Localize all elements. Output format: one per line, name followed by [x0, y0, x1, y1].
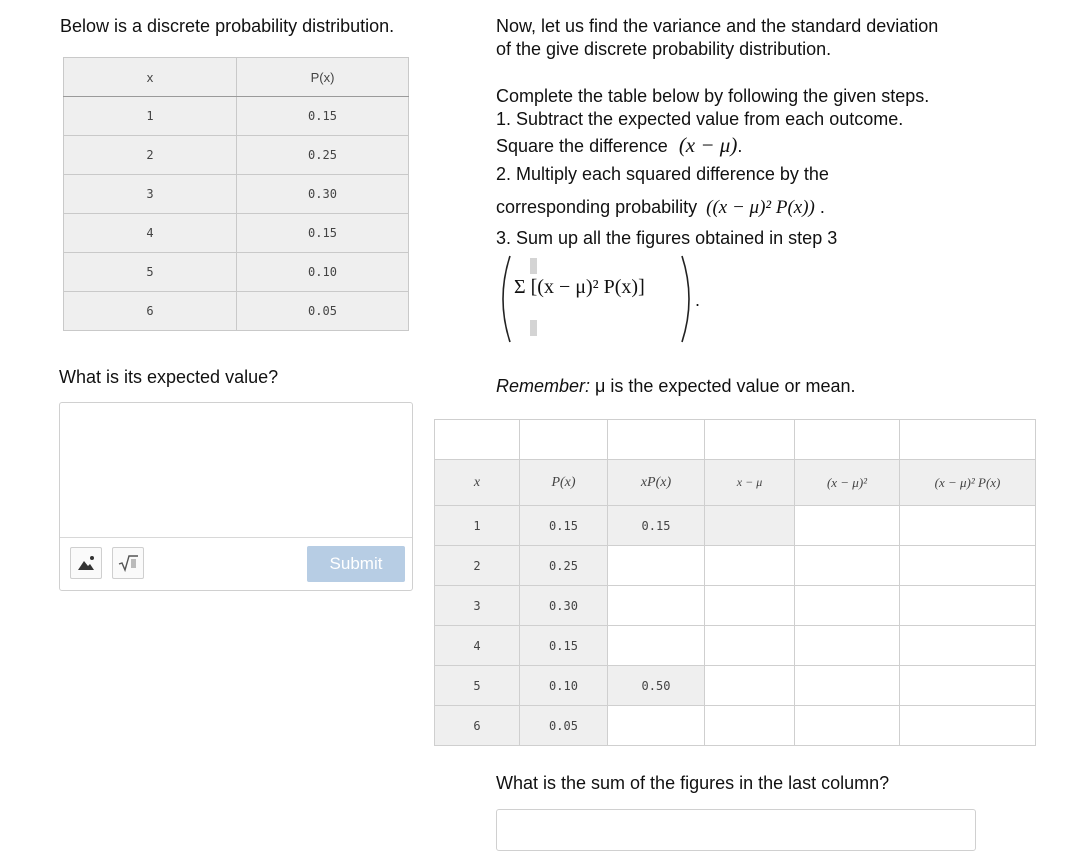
cell-x: 4	[435, 626, 520, 666]
remember-label: Remember:	[496, 376, 591, 396]
input-x-minus-mu[interactable]	[705, 626, 795, 666]
cell-x: 5	[435, 666, 520, 706]
distribution-intro: Below is a discrete probability distribution.	[60, 16, 395, 36]
input-weighted-squared-diff[interactable]	[900, 546, 1036, 586]
input-xpx[interactable]	[608, 586, 705, 626]
input-weighted-squared-diff[interactable]	[900, 506, 1036, 546]
header-px: P(x)	[520, 460, 608, 506]
input-squared-diff[interactable]	[795, 506, 900, 546]
blank-cell	[435, 420, 520, 460]
cell-px: 0.10	[520, 666, 608, 706]
cell-px: 0.10	[237, 253, 409, 292]
expected-value-input[interactable]	[60, 403, 412, 538]
cell-px: 0.15	[237, 214, 409, 253]
blank-cell	[705, 420, 795, 460]
table-header-row	[64, 58, 409, 97]
input-weighted-squared-diff[interactable]	[900, 586, 1036, 626]
header-x: x	[435, 460, 520, 506]
remember-text: μ is the expected value or mean.	[590, 376, 856, 396]
cell-x: 5	[64, 253, 237, 292]
cell-px: 0.15	[520, 626, 608, 666]
variance-intro-line1: Now, let us find the variance and the standard deviation	[496, 16, 939, 36]
cell-px: 0.30	[237, 175, 409, 214]
sum-parentheses-icon	[500, 254, 700, 344]
input-weighted-squared-diff[interactable]	[900, 666, 1036, 706]
input-xpx[interactable]	[608, 706, 705, 746]
header-weighted-squared-diff: (x − μ)² P(x)	[900, 460, 1036, 506]
table-row	[435, 666, 1036, 706]
step-1-square-label: Square the difference	[496, 136, 668, 156]
input-squared-diff[interactable]	[795, 546, 900, 586]
step-2-text: 2. Multiply each squared difference by the	[496, 164, 829, 184]
sqrt-icon	[113, 548, 143, 578]
table-row	[64, 97, 409, 136]
distribution-table	[63, 57, 409, 331]
variance-worksheet-table	[434, 419, 1036, 746]
blank-cell	[520, 420, 608, 460]
blank-cell	[900, 420, 1036, 460]
remember-note	[496, 375, 856, 398]
cell-x: 6	[64, 292, 237, 331]
input-x-minus-mu[interactable]	[705, 586, 795, 626]
table-row	[64, 253, 409, 292]
table-header-row	[435, 460, 1036, 506]
table-row	[64, 214, 409, 253]
insert-math-button[interactable]	[112, 547, 144, 579]
cell-x: 3	[64, 175, 237, 214]
cell-x: 3	[435, 586, 520, 626]
blank-cell	[795, 420, 900, 460]
cell-px: 0.30	[520, 586, 608, 626]
cell-px: 0.05	[237, 292, 409, 331]
table-row	[64, 175, 409, 214]
cell-x: 1	[64, 97, 237, 136]
input-squared-diff[interactable]	[795, 626, 900, 666]
input-squared-diff[interactable]	[795, 706, 900, 746]
input-weighted-squared-diff[interactable]	[900, 626, 1036, 666]
cell-px: 0.05	[520, 706, 608, 746]
cell-px: 0.15	[237, 97, 409, 136]
table-row	[435, 586, 1036, 626]
step-1-formula: (x − μ)	[678, 133, 738, 157]
cell-px: 0.15	[520, 506, 608, 546]
header-px: P(x)	[237, 58, 409, 97]
sum-formula-period: .	[695, 290, 701, 310]
step-1-text: 1. Subtract the expected value from each outcome.	[496, 109, 904, 129]
table-row	[435, 706, 1036, 746]
input-squared-diff[interactable]	[795, 586, 900, 626]
cell-x-minus-mu	[705, 506, 795, 546]
table-blank-row	[435, 420, 1036, 460]
variance-intro-line2: of the give discrete probability distribution.	[496, 39, 832, 59]
step-1-square-text: Square the difference (x − μ).	[496, 133, 743, 157]
step-2-formula: ((x − μ)² P(x))	[706, 197, 815, 218]
sum-formula	[500, 254, 700, 344]
step-3-text: 3. Sum up all the figures obtained in step 3	[496, 228, 838, 248]
table-row	[64, 136, 409, 175]
header-x-minus-mu: x − μ	[705, 460, 795, 506]
cell-px: 0.25	[237, 136, 409, 175]
step-2-probability-text: corresponding probability ((x − μ)² P(x)) .	[496, 197, 825, 218]
header-squared-diff: (x − μ)²	[795, 460, 900, 506]
cell-x: 6	[435, 706, 520, 746]
insert-image-button[interactable]	[70, 547, 102, 579]
cell-xpx: 0.50	[608, 666, 705, 706]
cell-x: 1	[435, 506, 520, 546]
input-x-minus-mu[interactable]	[705, 666, 795, 706]
instructions: Complete the table below by following the given steps.	[496, 86, 930, 106]
input-x-minus-mu[interactable]	[705, 706, 795, 746]
input-squared-diff[interactable]	[795, 666, 900, 706]
cell-x: 2	[64, 136, 237, 175]
cell-xpx: 0.15	[608, 506, 705, 546]
blank-cell	[608, 420, 705, 460]
header-xpx: xP(x)	[608, 460, 705, 506]
cell-x: 4	[64, 214, 237, 253]
input-xpx[interactable]	[608, 546, 705, 586]
sum-question: What is the sum of the figures in the last column?	[496, 773, 890, 793]
header-x: x	[64, 58, 237, 97]
table-row	[435, 506, 1036, 546]
input-xpx[interactable]	[608, 626, 705, 666]
input-x-minus-mu[interactable]	[705, 546, 795, 586]
cell-x: 2	[435, 546, 520, 586]
step-2-probability-label: corresponding probability	[496, 197, 698, 217]
table-row	[64, 292, 409, 331]
cell-px: 0.25	[520, 546, 608, 586]
image-icon	[71, 548, 101, 578]
input-weighted-squared-diff[interactable]	[900, 706, 1036, 746]
table-row	[435, 626, 1036, 666]
submit-button[interactable]: Submit	[307, 546, 405, 582]
expected-value-answer-box	[59, 402, 413, 591]
table-row	[435, 546, 1036, 586]
sum-answer-input[interactable]	[496, 809, 976, 851]
sum-formula-text: Σ [(x − μ)² P(x)]	[514, 276, 645, 298]
expected-value-question: What is its expected value?	[59, 367, 279, 387]
